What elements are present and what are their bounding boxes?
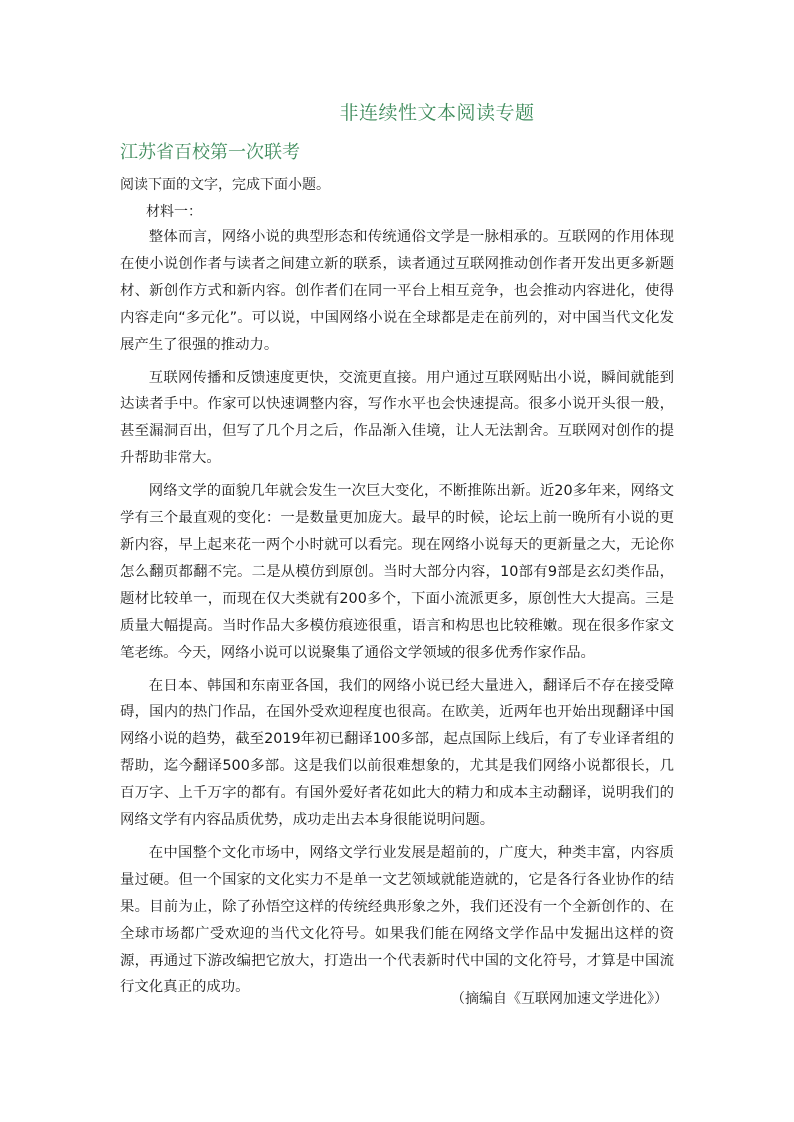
source-citation: （摘编自《互联网加速文学进化》） [451, 991, 668, 1007]
document-title: 非连续性文本阅读专题 [339, 102, 535, 124]
article-body [120, 224, 674, 1007]
paragraph-3: 网络文学的面貌几年就会发生一次巨大变化，不断推陈出新。近20多年来，网络文学有三个最直观的变化：一是数量更加庞大。最早的时候，论坛上前一晚所有小说的更新内容，早上起来花一两个小时就可以看完。现在网络小说每天的更新量之大，无论你怎么翻页都翻不完。二是从模仿到原创。当时大部分内容，10部有9部是玄幻类作品，题材比较单一，而现在仅大类就有200多个，下面小流派更多，原创性大大提高。三是质量大幅提高。当时作品大多模仿痕迹很重，语言和构思也比较稚嫩。现在很多作家文笔老练。今天，网络小说可以说聚集了通俗文学领域的很多优秀作家作品。 [120, 483, 674, 661]
material-label: 材料一： [146, 204, 202, 220]
paragraph-4: 在日本、韩国和东南亚各国，我们的网络小说已经大量进入，翻译后不存在接受障碍，国内的热门作品，在国外受欢迎程度也很高。在欧美，近两年也开始出现翻译中国网络小说的趋势，截至2019年初已翻译100多部，起点国际上线后，有了专业译者组的帮助，迄今翻译500多部。这是我们以前很难想象的，尤其是我们网络小说都很长，几百万字、上千万字的都有。有国外爱好者花如此大的精力和成本主动翻译，说明我们的网络文学有内容品质优势，成功走出去本身很能说明问题。 [120, 677, 674, 829]
paragraph-5: 在中国整个文化市场中，网络文学行业发展是超前的，广度大，种类丰富，内容质量过硬。但一个国家的文化实力不是单一文艺领域就能造就的，它是各行各业协作的结果。目前为止，除了孙悟空这样的传统经典形象之外，我们还没有一个全新创作的、在全球市场都广受欢迎的当代文化符号。如果我们能在网络文学作品中发掘出这样的资源，再通过下游改编把它放大，打造出一个代表新时代中国的文化符号，才算是中国流行文化真正的成功。 [120, 844, 674, 996]
paragraph-1: 整体而言，网络小说的典型形态和传统通俗文学是一脉相承的。互联网的作用体现在使小说创作者与读者之间建立新的联系，读者通过互联网推动创作者开发出更多新题材、新创作方式和新内容。创作者们在同一平台上相互竞争，也会推动内容进化，使得内容走向“多元化”。可以说，中国网络小说在全球都是走在前列的，对中国当代文化发展产生了很强的推动力。 [120, 229, 674, 353]
instruction-text: 阅读下面的文字，完成下面小题。 [120, 177, 330, 193]
document-subtitle: 江苏省百校第一次联考 [120, 142, 300, 163]
paragraph-2: 互联网传播和反馈速度更快，交流更直接。用户通过互联网贴出小说，瞬间就能到达读者手中。作家可以快速调整内容，写作水平也会快速提高。很多小说开头很一般，甚至漏洞百出，但写了几个月之后，作品渐入佳境，让人无法割舍。互联网对创作的提升帮助非常大。 [120, 369, 674, 467]
